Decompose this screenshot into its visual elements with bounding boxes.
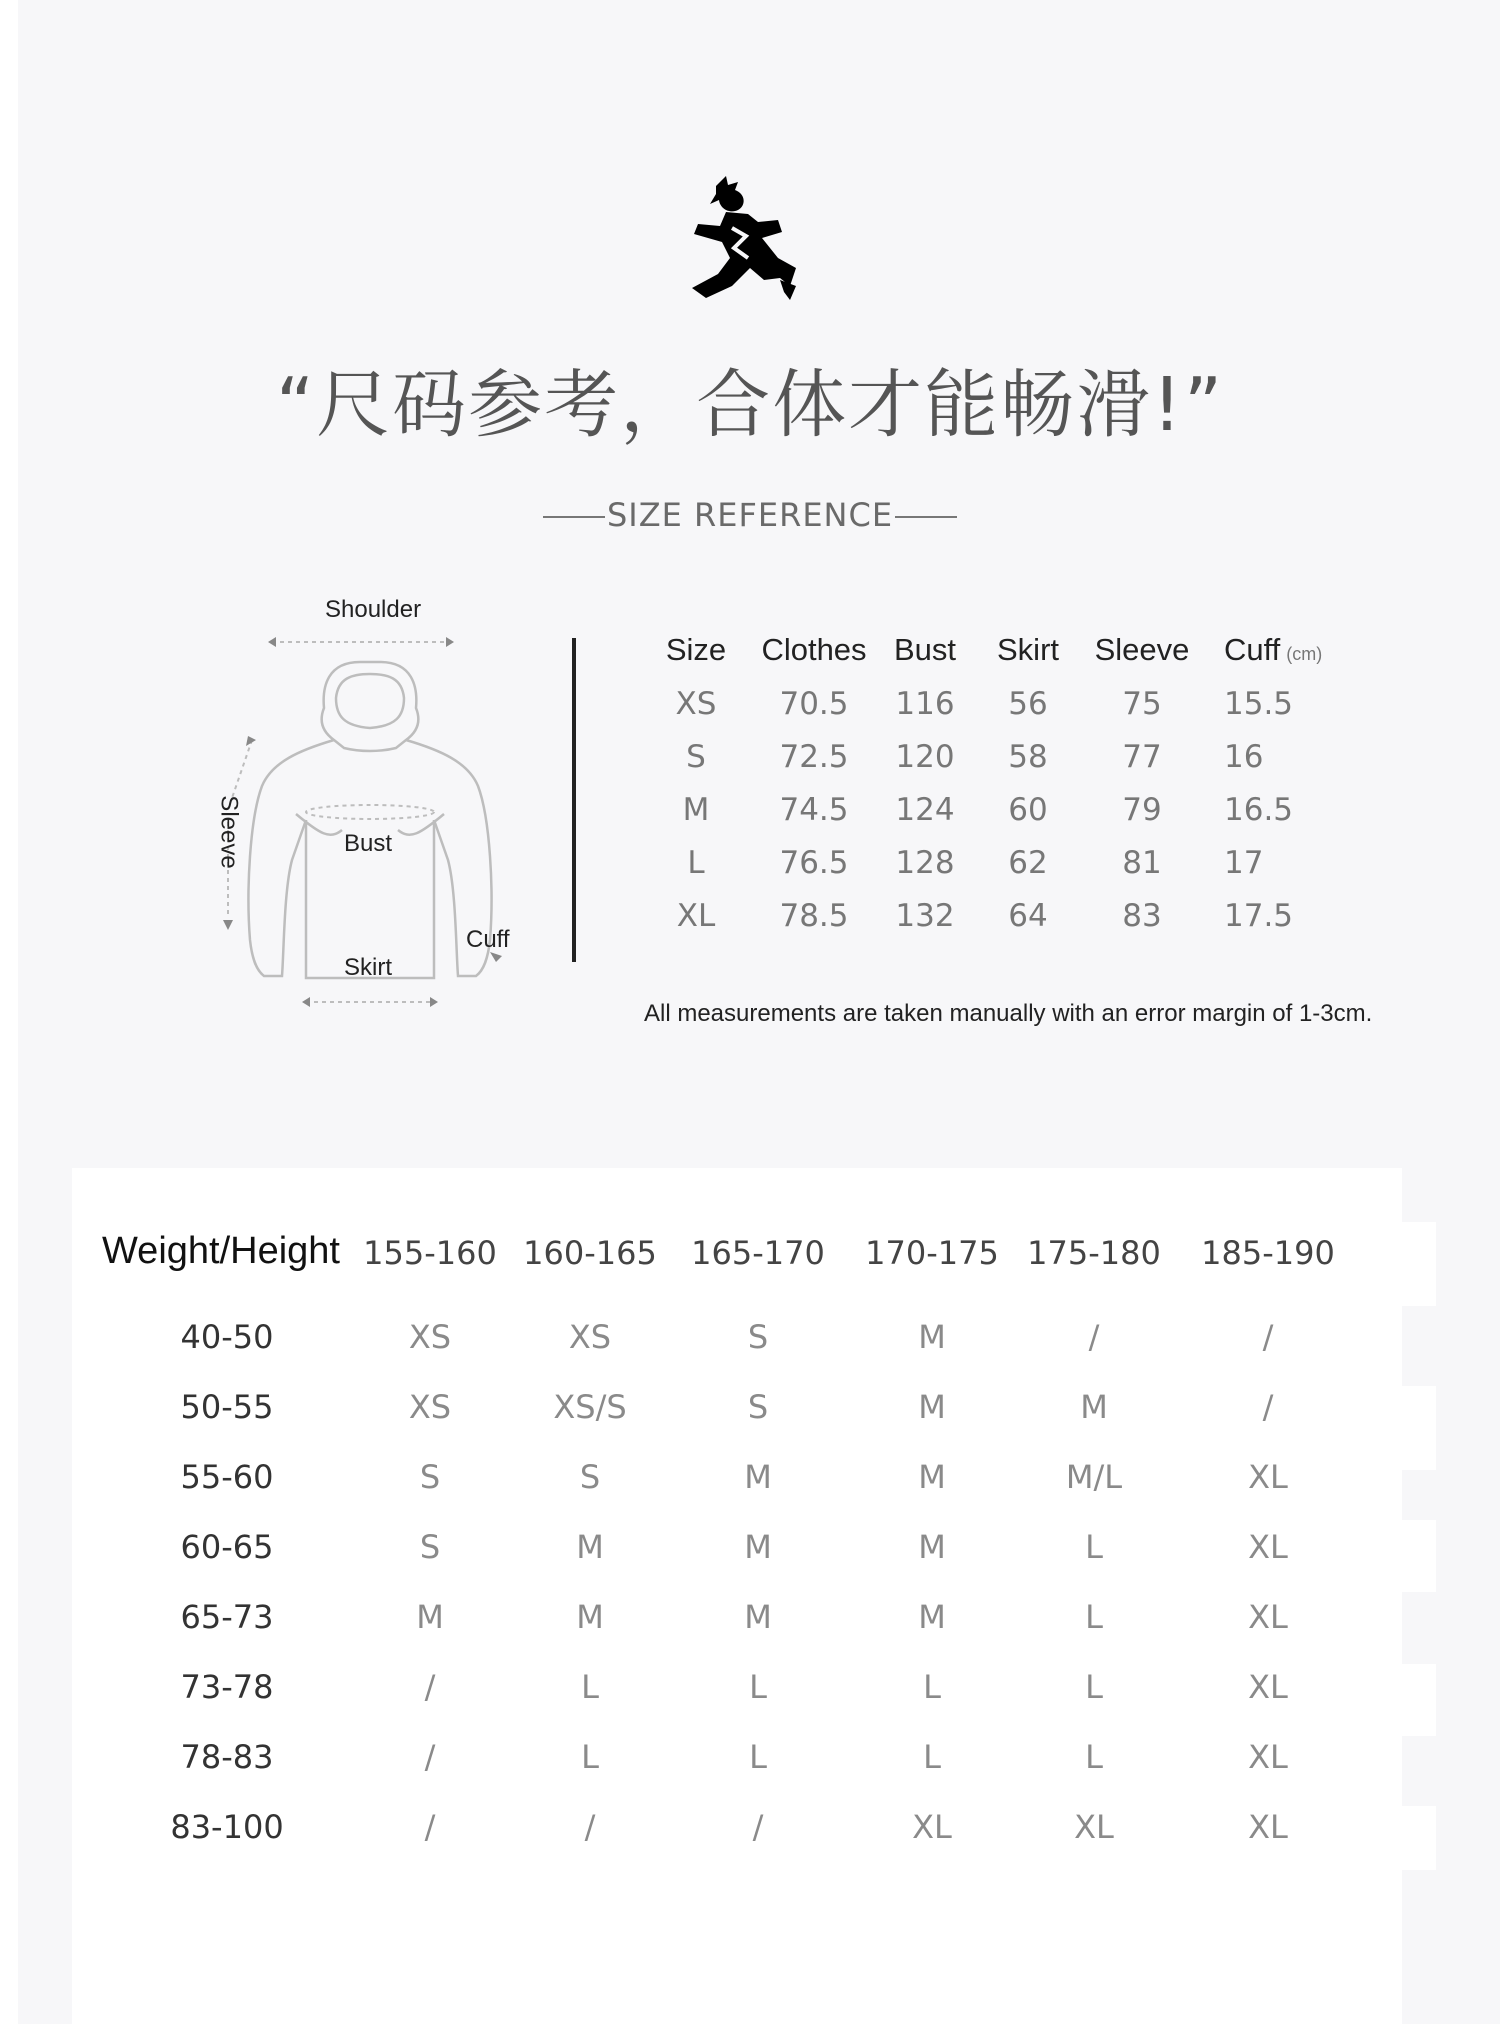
size-cell: / [424, 1738, 436, 1776]
size-cell: M [918, 1388, 946, 1426]
size-cell: M [576, 1528, 604, 1566]
size-cell: M [918, 1318, 946, 1356]
size-grid-row [72, 1458, 1402, 1518]
measurement-cell: 16.5 [1224, 792, 1294, 828]
weight-height-corner: Weight/Height [102, 1230, 340, 1272]
size-recommendation-card [72, 1168, 1402, 2024]
size-cell: M [918, 1528, 946, 1566]
measurement-cell: 17 [1224, 845, 1264, 881]
measurement-cell: M [682, 792, 710, 828]
heading-right-rule [895, 516, 957, 518]
heading-left-rule [543, 516, 605, 518]
size-cell: S [419, 1528, 441, 1566]
measurement-row [650, 739, 1350, 789]
measurement-note: All measurements are taken manually with an error margin of 1-3cm. [644, 1000, 1373, 1027]
header-cuff-label: Cuff [1224, 632, 1281, 667]
size-cell: M [744, 1458, 772, 1496]
size-cell: XS [568, 1318, 612, 1356]
size-cell: / [1088, 1318, 1100, 1356]
size-cell: S [747, 1388, 769, 1426]
measurement-cell: S [686, 739, 706, 775]
size-grid-row [72, 1738, 1402, 1798]
size-cell: M [576, 1598, 604, 1636]
weight-row-header: 65-73 [180, 1598, 274, 1636]
size-cell: L [923, 1668, 941, 1706]
measurement-cell: 70.5 [779, 686, 849, 722]
weight-row-header: 40-50 [180, 1318, 274, 1356]
weight-row-header: 73-78 [180, 1668, 274, 1706]
measurement-row [650, 845, 1350, 895]
size-grid-row [72, 1318, 1402, 1378]
measurement-cell: 77 [1122, 739, 1162, 775]
shoulder-label: Shoulder [325, 596, 422, 623]
size-cell: M/L [1065, 1458, 1123, 1496]
size-cell: / [752, 1808, 764, 1846]
weight-row-header: 55-60 [180, 1458, 274, 1496]
size-cell: L [1085, 1738, 1103, 1776]
size-grid-row [72, 1598, 1402, 1658]
size-cell: M [416, 1598, 444, 1636]
size-cell: XL [1248, 1598, 1288, 1636]
measurement-cell: 128 [895, 845, 955, 881]
size-cell: L [581, 1668, 599, 1706]
unit-label: (cm) [1286, 644, 1323, 664]
cuff-label: Cuff [466, 926, 510, 953]
header-size: Size [665, 632, 727, 667]
size-cell: / [1262, 1318, 1274, 1356]
measurement-cell: XS [675, 686, 717, 722]
measurement-row [650, 792, 1350, 842]
measurement-cell: 124 [895, 792, 955, 828]
measurement-cell: 78.5 [779, 898, 849, 934]
size-cell: L [581, 1738, 599, 1776]
size-cell: XL [1248, 1808, 1288, 1846]
skier-figure-logo [686, 176, 798, 300]
size-grid-header [72, 1230, 1402, 1294]
weight-row-header: 83-100 [170, 1808, 284, 1846]
size-cell: S [419, 1458, 441, 1496]
height-header: 185-190 [1201, 1234, 1335, 1272]
card-edge-tab [1400, 1806, 1436, 1870]
size-cell: L [749, 1668, 767, 1706]
measurement-cell: 58 [1008, 739, 1048, 775]
measurement-cell: 116 [895, 686, 955, 722]
height-header: 165-170 [691, 1234, 825, 1272]
size-cell: M [744, 1598, 772, 1636]
weight-row-header: 50-55 [180, 1388, 274, 1426]
measurement-cell: 81 [1122, 845, 1162, 881]
height-header: 170-175 [865, 1234, 999, 1272]
measurement-cell: 132 [895, 898, 955, 934]
measurement-row [650, 686, 1350, 736]
sleeve-label: Sleeve [215, 795, 243, 869]
card-edge-tab [1400, 1222, 1436, 1306]
measurement-cell: 16 [1224, 739, 1264, 775]
vertical-divider [572, 638, 576, 962]
header-clothes: Clothes [761, 632, 867, 667]
size-reference-label: SIZE REFERENCE [606, 496, 894, 534]
size-reference-heading [0, 496, 1500, 534]
card-edge-tab [1400, 1664, 1436, 1736]
height-header: 160-165 [523, 1234, 657, 1272]
size-cell: M [918, 1458, 946, 1496]
measurement-cell: XL [676, 898, 716, 934]
size-cell: XS [408, 1388, 452, 1426]
measurement-cell: 62 [1008, 845, 1048, 881]
measurement-cell: 74.5 [779, 792, 849, 828]
size-grid-row [72, 1388, 1402, 1448]
size-cell: XS/S [553, 1388, 627, 1426]
card-edge-tab [1400, 1386, 1436, 1470]
size-cell: XL [912, 1808, 952, 1846]
measurement-table-header [650, 632, 1350, 682]
size-cell: M [1080, 1388, 1108, 1426]
size-cell: XL [1248, 1668, 1288, 1706]
header-sleeve: Sleeve [1094, 632, 1190, 667]
size-grid-row [72, 1528, 1402, 1588]
measurement-cell: 72.5 [779, 739, 849, 775]
measurement-cell: 76.5 [779, 845, 849, 881]
weight-row-header: 78-83 [180, 1738, 274, 1776]
measurement-row [650, 898, 1350, 948]
size-cell: L [749, 1738, 767, 1776]
size-cell: L [1085, 1668, 1103, 1706]
header-skirt: Skirt [997, 632, 1059, 667]
measurement-cell: 75 [1122, 686, 1162, 722]
size-grid-row [72, 1668, 1402, 1728]
size-cell: / [584, 1808, 596, 1846]
card-edge-tab [1400, 1520, 1436, 1592]
size-cell: / [1262, 1388, 1274, 1426]
size-cell: L [1085, 1528, 1103, 1566]
height-header: 175-180 [1027, 1234, 1161, 1272]
weight-row-header: 60-65 [180, 1528, 274, 1566]
size-cell: / [424, 1808, 436, 1846]
size-cell: S [579, 1458, 601, 1496]
page-headline: “尺码参考，合体才能畅滑!” [275, 362, 1225, 448]
size-cell: / [424, 1668, 436, 1706]
measurement-cell: 60 [1008, 792, 1048, 828]
header-bust: Bust [893, 632, 957, 667]
measurement-cell: 83 [1122, 898, 1162, 934]
bust-label: Bust [344, 830, 393, 857]
garment-diagram [210, 590, 540, 1010]
size-cell: XS [408, 1318, 452, 1356]
header-cuff [1202, 632, 1374, 668]
size-grid-row [72, 1808, 1402, 1868]
size-cell: M [744, 1528, 772, 1566]
measurement-cell: 79 [1122, 792, 1162, 828]
size-cell: XL [1248, 1458, 1288, 1496]
measurement-cell: 15.5 [1224, 686, 1294, 722]
measurement-cell: 17.5 [1224, 898, 1294, 934]
size-cell: M [918, 1598, 946, 1636]
measurement-cell: L [687, 845, 705, 881]
size-cell: XL [1074, 1808, 1114, 1846]
skirt-label: Skirt [344, 954, 392, 981]
size-cell: L [1085, 1598, 1103, 1636]
measurement-cell: 64 [1008, 898, 1048, 934]
measurement-cell: 56 [1008, 686, 1048, 722]
size-cell: L [923, 1738, 941, 1776]
size-cell: XL [1248, 1738, 1288, 1776]
height-header: 155-160 [363, 1234, 497, 1272]
size-cell: S [747, 1318, 769, 1356]
measurement-cell: 120 [895, 739, 955, 775]
size-cell: XL [1248, 1528, 1288, 1566]
